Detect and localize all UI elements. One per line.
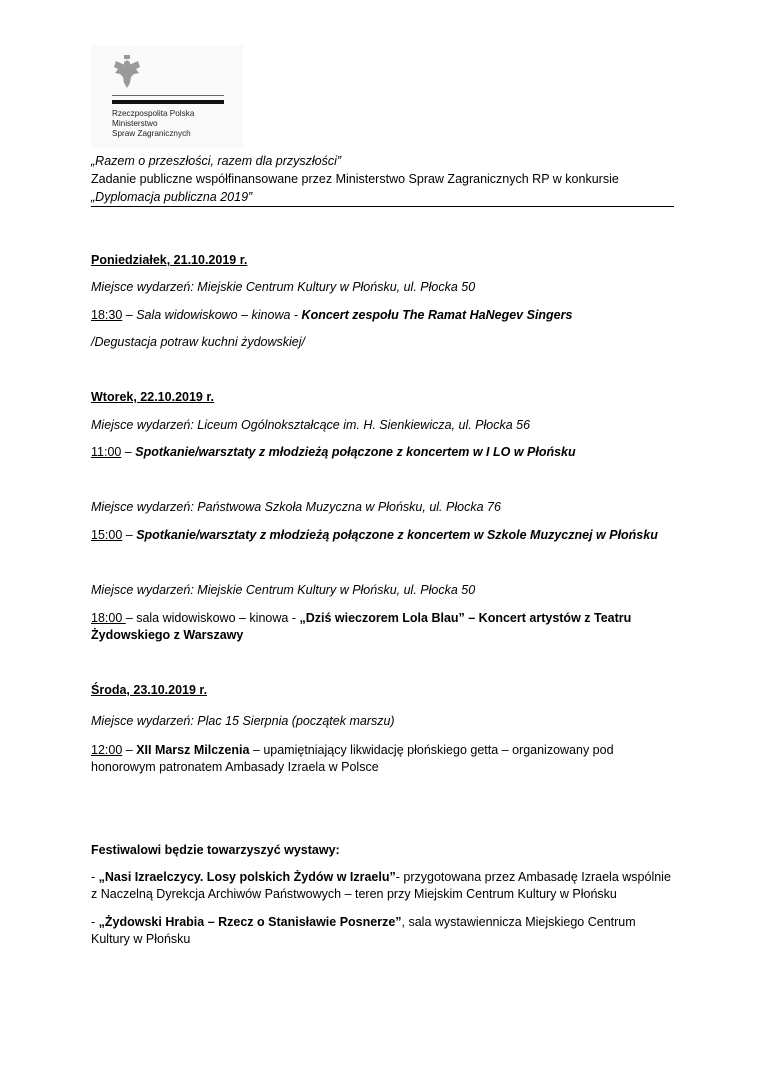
event-title: Spotkanie/warsztaty z młodzieżą połączone z koncertem w Szkole Muzycznej w Płońsku <box>136 528 658 542</box>
list-dash: - <box>91 870 99 884</box>
exhibitions-heading: Festiwalowi będzie towarzyszyć wystawy: <box>91 843 340 857</box>
header-motto: „Razem o przeszłości, razem dla przyszłości” <box>91 154 342 168</box>
logo-line: Spraw Zagranicznych <box>112 129 191 138</box>
dash: – <box>122 308 137 322</box>
exhibition-desc: , sala wystawiennicza Miejskiego Centrum Kultury w Płońsku <box>91 915 636 946</box>
tuesday-event-1 <box>91 445 576 459</box>
monday-date: Poniedziałek, 21.10.2019 r. <box>91 253 248 267</box>
logo-text <box>112 109 194 139</box>
event-time: 12:00 <box>91 743 123 757</box>
dash: – <box>121 445 136 459</box>
header-contest: „Dyplomacja publiczna 2019” <box>91 190 253 204</box>
exhibition-title: „Nasi Izraelczycy. Losy polskich Żydów w Izraelu” <box>98 870 396 884</box>
wednesday-event <box>91 742 676 776</box>
exhibition-desc: - przygotowana przez Ambasadę Izraela wspólnie z Naczelną Dyrekcja Archiwów Państwowych – teren przy Miejskim Centrum Kultury w Płońsku <box>91 870 671 901</box>
tuesday-venue-1: Miejsce wydarzeń: Liceum Ogólnokształcące im. H. Sienkiewicza, ul. Płocka 56 <box>91 418 531 432</box>
event-title: „Dziś wieczorem Lola Blau” – Koncert artystów z Teatru Żydowskiego z Warszawy <box>91 611 632 642</box>
logo-rule-thin <box>112 95 224 96</box>
tuesday-event-3 <box>91 610 676 644</box>
event-time: 18:30 <box>91 308 123 322</box>
tuesday-venue-3: Miejsce wydarzeń: Miejskie Centrum Kultury w Płońsku, ul. Płocka 50 <box>91 583 476 597</box>
monday-note: /Degustacja potraw kuchni żydowskiej/ <box>91 335 305 349</box>
dash: – <box>122 528 137 542</box>
exhibition-item-1 <box>91 869 676 903</box>
logo-line: Rzeczpospolita Polska <box>112 109 195 118</box>
tuesday-date: Wtorek, 22.10.2019 r. <box>91 390 214 404</box>
tuesday-venue-2: Miejsce wydarzeń: Państwowa Szkoła Muzyczna w Płońsku, ul. Płocka 76 <box>91 500 501 514</box>
list-dash: - <box>91 915 99 929</box>
ministry-logo <box>91 45 243 148</box>
logo-line: Ministerstwo <box>112 119 158 128</box>
event-room: – sala widowiskowo – kinowa - <box>125 611 300 625</box>
event-time: 15:00 <box>91 528 123 542</box>
monday-venue: Miejsce wydarzeń: Miejskie Centrum Kultury w Płońsku, ul. Płocka 50 <box>91 280 476 294</box>
event-title: Koncert zespołu The Ramat HaNegev Singers <box>301 308 573 322</box>
event-desc: – upamiętniający likwidację płońskiego getta – organizowany pod honorowym patronatem Ambasady Izraela w Polsce <box>91 743 614 774</box>
wednesday-date: Środa, 23.10.2019 r. <box>91 683 208 697</box>
event-title: XII Marsz Milczenia <box>136 743 250 757</box>
header-divider <box>91 206 674 207</box>
event-time: 18:00 <box>91 611 126 625</box>
event-time: 11:00 <box>91 445 122 459</box>
header-funding: Zadanie publiczne współfinansowane przez Ministerstwo Spraw Zagranicznych RP w konkursie <box>91 172 619 186</box>
monday-event-line <box>91 308 572 322</box>
tuesday-event-2 <box>91 528 658 542</box>
polish-eagle-emblem <box>114 55 140 89</box>
wednesday-venue: Miejsce wydarzeń: Plac 15 Sierpnia (początek marszu) <box>91 714 395 728</box>
event-room: Sala widowiskowo – kinowa - <box>136 308 302 322</box>
event-title: Spotkanie/warsztaty z młodzieżą połączone z koncertem w I LO w Płońsku <box>135 445 576 459</box>
exhibition-title: „Żydowski Hrabia – Rzecz o Stanisławie Posnerze” <box>98 915 402 929</box>
dash: – <box>122 743 137 757</box>
logo-rule-thick <box>112 100 224 104</box>
exhibition-item-2 <box>91 914 676 948</box>
